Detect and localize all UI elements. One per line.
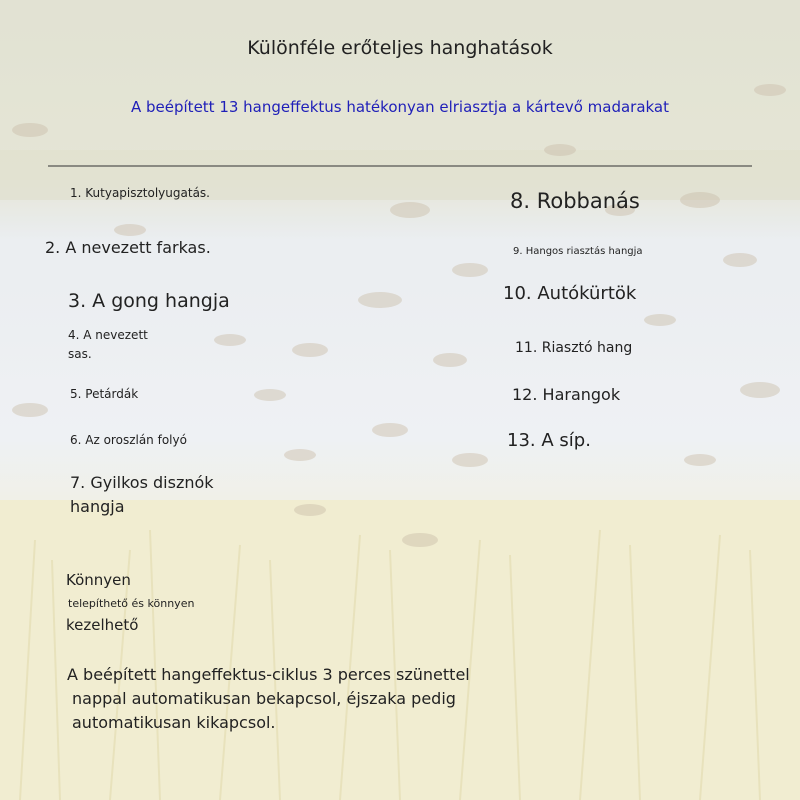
list-item: 7. Gyilkos disznók [70, 473, 214, 492]
list-item: 8. Robbanás [510, 189, 640, 213]
feature-line: telepíthető és könnyen [68, 597, 195, 610]
list-item: 13. A síp. [507, 430, 591, 451]
subtitle: A beépített 13 hangeffektus hatékonyan elriasztja a kártevő madarakat [130, 98, 670, 116]
list-item: sas. [68, 347, 92, 361]
list-item: 1. Kutyapisztolyugatás. [70, 186, 210, 200]
list-item: 10. Autókürtök [503, 283, 637, 304]
feature-line: Könnyen [66, 571, 131, 589]
list-item: 5. Petárdák [70, 387, 139, 401]
description-line: automatikusan kikapcsol. [72, 713, 276, 732]
description-line: nappal automatikusan bekapcsol, éjszaka pedig [72, 689, 456, 708]
feature-line: kezelhető [66, 616, 139, 634]
list-item: 2. A nevezett farkas. [45, 238, 211, 257]
list-item: 3. A gong hangja [68, 290, 230, 312]
description-line: A beépített hangeffektus-ciklus 3 perces szünettel [67, 665, 470, 684]
list-item: hangja [70, 497, 125, 516]
list-item: 6. Az oroszlán folyó [70, 433, 187, 447]
list-item: 9. Hangos riasztás hangja [513, 246, 643, 257]
page-title: Különféle erőteljes hanghatások [247, 37, 553, 59]
list-item: 11. Riasztó hang [515, 340, 633, 356]
list-item: 4. A nevezett [68, 328, 148, 342]
list-item: 12. Harangok [512, 385, 621, 404]
